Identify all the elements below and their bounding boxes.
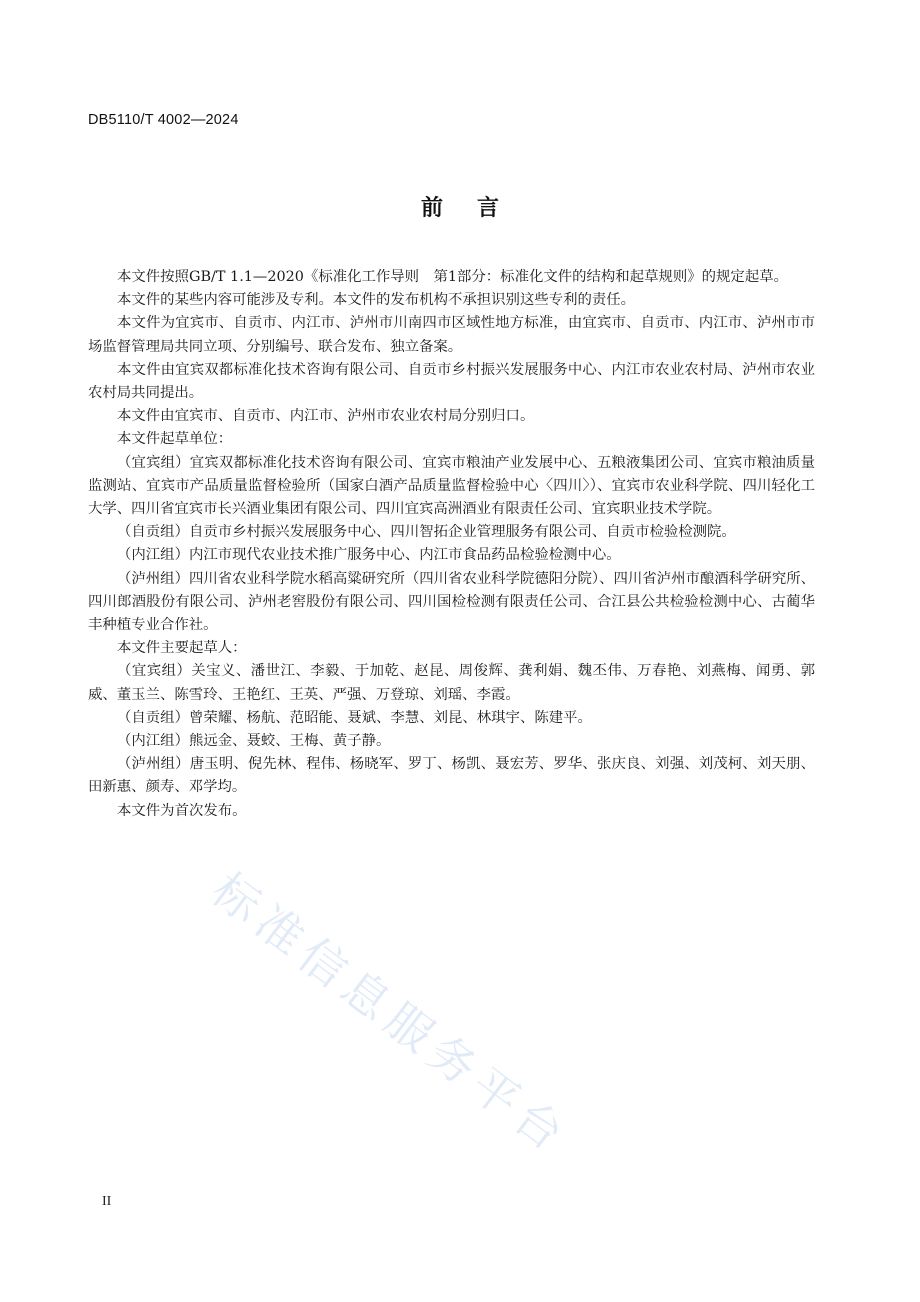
- paragraph-regional-standard: 本文件为宜宾市、自贡市、内江市、泸州市川南四市区域性地方标准，由宜宾市、自贡市、内江市、泸州市市场监督管理局共同立项、分别编号、联合发布、独立备案。: [88, 315, 815, 355]
- paragraph-drafters-heading: 本文件主要起草人：: [117, 640, 247, 657]
- paragraph-drafters-neijiang: （内江组）熊远金、聂蛟、王梅、黄子静。: [117, 733, 391, 750]
- paragraph-proposers: 本文件由宜宾双都标准化技术咨询有限公司、自贡市乡村振兴发展服务中心、内江市农业农村局、泸州市农业农村局共同提出。: [88, 361, 815, 402]
- paragraph-drafting-rules: 本文件按照GB/T 1.1—2020《标准化工作导则 第1部分：标准化文件的结构和起草规则》的规定起草。: [117, 269, 788, 285]
- paragraph-units-luzhou: （泸州组）四川省农业科学院水稻高粱研究所（四川省农业科学院德阳分院）、四川省泸州市酿酒科学研究所、四川郎酒股份有限公司、泸州老窖股份有限公司、四川国检检测有限责任公司、合江县公共检验检测中心、古蔺华丰种植专业合作社。: [88, 570, 815, 634]
- watermark: 标准信息服务平台: [202, 862, 580, 1166]
- paragraph-units-zigong: （自贡组）自贡市乡村振兴发展服务中心、四川智拓企业管理服务有限公司、自贡市检验检测院。: [117, 524, 736, 541]
- foreword-body: [88, 266, 815, 823]
- document-id: DB5110/T 4002—2024: [88, 112, 239, 128]
- paragraph-drafters-zigong: （自贡组）曾荣耀、杨航、范昭能、聂斌、李慧、刘昆、林琪宇、陈建平。: [117, 709, 592, 726]
- page-title: 前言: [420, 196, 533, 221]
- paragraph-patent-notice: 本文件的某些内容可能涉及专利。本文件的发布机构不承担识别这些专利的责任。: [117, 292, 636, 309]
- page-number: II: [102, 1194, 112, 1209]
- paragraph-units-neijiang: （内江组）内江市现代农业技术推广服务中心、内江市食品药品检验检测中心。: [117, 547, 621, 564]
- paragraph-drafters-yibin: （宜宾组）关宝义、潘世江、李毅、于加乾、赵昆、周俊辉、龚利娟、魏丕伟、万春艳、刘燕梅、闻勇、郭威、董玉兰、陈雪玲、王艳红、王英、严强、万登琼、刘瑶、李霞。: [88, 663, 815, 703]
- paragraph-first-release: 本文件为首次发布。: [117, 802, 247, 819]
- paragraph-administration: 本文件由宜宾市、自贡市、内江市、泸州市农业农村局分别归口。: [117, 408, 535, 425]
- paragraph-drafters-luzhou: （泸州组）唐玉明、倪先林、程伟、杨晓军、罗丁、杨凯、聂宏芳、罗华、张庆良、刘强、刘茂柯、刘天朋、田新惠、颜寿、邓学均。: [88, 756, 815, 796]
- paragraph-units-yibin: （宜宾组）宜宾双都标准化技术咨询有限公司、宜宾市粮油产业发展中心、五粮液集团公司、宜宾市粮油质量监测站、宜宾市产品质量监督检验所（国家白酒产品质量监督检验中心〈四川〉）、宜宾市农业科学院、四川轻化工大学、四川省宜宾市长兴酒业集团有限公司、四川宜宾高洲酒业有限责任公司、宜宾职业技术学院。: [88, 454, 815, 518]
- paragraph-drafting-units-heading: 本文件起草单位：: [117, 431, 233, 448]
